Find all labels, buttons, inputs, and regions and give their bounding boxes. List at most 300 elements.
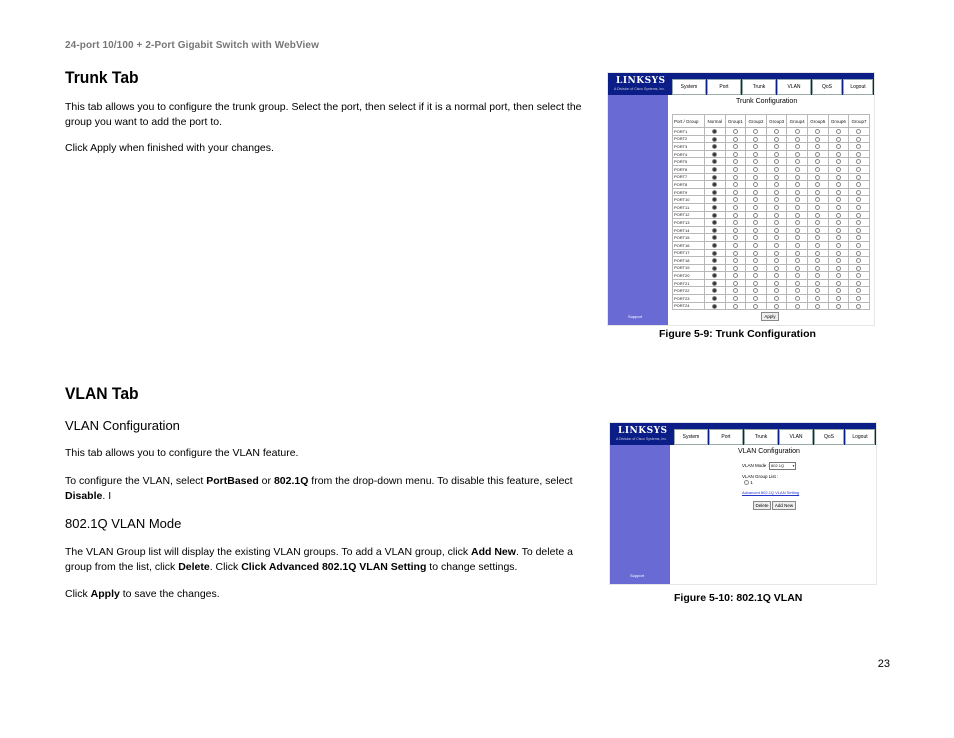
vlan-paragraph-2: To configure the VLAN, select PortBased or 802.1Q from the drop-down menu. To disable this feature, select Disable. I (65, 475, 573, 502)
group-radio[interactable] (815, 281, 820, 286)
radio-cell (725, 257, 746, 265)
radio-cell (807, 295, 828, 303)
group-radio[interactable] (795, 213, 800, 218)
group-radio[interactable] (836, 220, 841, 225)
group-radio[interactable] (856, 213, 861, 218)
port-label: PORT18 (673, 257, 705, 265)
figure-5-9-caption: Figure 5-9: Trunk Configuration (659, 328, 816, 340)
port-label: PORT14 (673, 226, 705, 234)
radio-cell (787, 295, 808, 303)
group-radio[interactable] (836, 152, 841, 157)
radio-cell (787, 249, 808, 257)
group-radio[interactable] (712, 152, 717, 157)
radio-cell (705, 302, 726, 310)
radio-cell (849, 272, 870, 280)
group-radio[interactable] (815, 251, 820, 256)
group-radio[interactable] (856, 251, 861, 256)
group-radio[interactable] (856, 190, 861, 195)
figure-5-10-caption: Figure 5-10: 802.1Q VLAN (674, 592, 803, 604)
vlan-group-item[interactable]: 1 (744, 480, 753, 485)
table-row (673, 219, 870, 227)
group-radio[interactable] (733, 273, 738, 278)
group-radio[interactable] (712, 175, 717, 180)
tab-qos[interactable]: QoS (812, 79, 842, 95)
group-radio[interactable] (795, 235, 800, 240)
group-radio[interactable] (712, 273, 717, 278)
radio-cell (766, 249, 787, 257)
port-label: PORT3 (673, 143, 705, 151)
group-radio[interactable] (774, 167, 779, 172)
group-radio[interactable] (795, 159, 800, 164)
group-radio[interactable] (815, 258, 820, 263)
tab-port[interactable]: Port (709, 429, 743, 445)
radio-cell (746, 196, 767, 204)
radio-cell (787, 203, 808, 211)
group-radio[interactable] (815, 235, 820, 240)
radio-cell (766, 165, 787, 173)
group-radio[interactable] (753, 220, 758, 225)
radio-cell (849, 181, 870, 189)
table-row (673, 241, 870, 249)
group-radio[interactable] (774, 152, 779, 157)
group-radio[interactable] (774, 205, 779, 210)
radio-cell (705, 211, 726, 219)
linksys-logo (610, 423, 672, 445)
tab-qos[interactable]: QoS (814, 429, 844, 445)
radio-cell (766, 181, 787, 189)
group-radio[interactable] (753, 213, 758, 218)
group-radio[interactable] (856, 144, 861, 149)
vlan-group-radio[interactable] (744, 480, 749, 485)
group-radio[interactable] (856, 175, 861, 180)
group-radio[interactable] (836, 235, 841, 240)
group-radio[interactable] (733, 304, 738, 309)
radio-cell (807, 211, 828, 219)
group-radio[interactable] (856, 281, 861, 286)
radio-cell (746, 128, 767, 136)
group-radio[interactable] (836, 129, 841, 134)
port-label: PORT16 (673, 241, 705, 249)
group-radio[interactable] (836, 167, 841, 172)
group-radio[interactable] (795, 228, 800, 233)
group-radio[interactable] (733, 235, 738, 240)
group-radio[interactable] (836, 258, 841, 263)
group-radio[interactable] (815, 288, 820, 293)
radio-cell (705, 203, 726, 211)
group-radio[interactable] (774, 258, 779, 263)
group-radio[interactable] (815, 304, 820, 309)
group-radio[interactable] (774, 175, 779, 180)
group-radio[interactable] (815, 129, 820, 134)
radio-cell (849, 279, 870, 287)
radio-cell (849, 249, 870, 257)
group-radio[interactable] (774, 213, 779, 218)
radio-cell (766, 143, 787, 151)
radio-cell (807, 135, 828, 143)
group-radio[interactable] (733, 182, 738, 187)
group-radio[interactable] (753, 296, 758, 301)
radio-cell (725, 181, 746, 189)
radio-cell (807, 257, 828, 265)
group-radio[interactable] (856, 258, 861, 263)
radio-cell (705, 234, 726, 242)
group-radio[interactable] (795, 258, 800, 263)
group-radio[interactable] (856, 205, 861, 210)
radio-cell (746, 173, 767, 181)
group-radio[interactable] (815, 273, 820, 278)
radio-cell (766, 257, 787, 265)
group-radio[interactable] (815, 205, 820, 210)
group-radio[interactable] (836, 137, 841, 142)
tab-vlan[interactable]: VLAN (777, 79, 811, 95)
tab-system[interactable]: System (674, 429, 708, 445)
group-radio[interactable] (733, 288, 738, 293)
group-radio[interactable] (753, 288, 758, 293)
group-radio[interactable] (836, 251, 841, 256)
radio-cell (746, 226, 767, 234)
vlan-config-title: VLAN Configuration (738, 448, 800, 455)
group-radio[interactable] (836, 175, 841, 180)
vlan-paragraph-3: The VLAN Group list will display the existing VLAN groups. To add a VLAN group, click Add New. To delete a group from the list, click Delete. Click Click Advanced 802.1Q VLAN Setting to change settings. (65, 546, 573, 573)
group-radio[interactable] (733, 266, 738, 271)
group-radio[interactable] (712, 266, 717, 271)
group-radio[interactable] (733, 228, 738, 233)
tab-port[interactable]: Port (707, 79, 741, 95)
group-radio[interactable] (774, 235, 779, 240)
group-radio[interactable] (856, 129, 861, 134)
group-radio[interactable] (712, 137, 717, 142)
tab-logout[interactable]: Logout (845, 429, 875, 445)
group-radio[interactable] (815, 167, 820, 172)
group-radio[interactable] (712, 190, 717, 195)
group-radio[interactable] (712, 167, 717, 172)
group-radio[interactable] (836, 190, 841, 195)
group-radio[interactable] (733, 281, 738, 286)
group-radio[interactable] (753, 251, 758, 256)
vlan-paragraph-1: This tab allows you to configure the VLAN feature. (65, 447, 299, 459)
radio-cell (746, 249, 767, 257)
group-radio[interactable] (774, 251, 779, 256)
group-radio[interactable] (774, 197, 779, 202)
radio-cell (766, 188, 787, 196)
port-label: PORT23 (673, 295, 705, 303)
group-radio[interactable] (856, 304, 861, 309)
group-radio[interactable] (753, 228, 758, 233)
group-radio[interactable] (733, 137, 738, 142)
group-radio[interactable] (753, 159, 758, 164)
group-radio[interactable] (712, 235, 717, 240)
group-radio[interactable] (815, 296, 820, 301)
group-radio[interactable] (733, 175, 738, 180)
table-row (673, 173, 870, 181)
radio-cell (849, 165, 870, 173)
group-radio[interactable] (836, 288, 841, 293)
group-radio[interactable] (815, 159, 820, 164)
group-radio[interactable] (795, 129, 800, 134)
group-radio[interactable] (856, 235, 861, 240)
radio-cell (828, 158, 849, 166)
group-radio[interactable] (733, 129, 738, 134)
group-radio[interactable] (795, 266, 800, 271)
group-radio[interactable] (712, 288, 717, 293)
radio-cell (766, 211, 787, 219)
group-radio[interactable] (753, 235, 758, 240)
group-radio[interactable] (795, 144, 800, 149)
group-radio[interactable] (733, 296, 738, 301)
group-radio[interactable] (795, 182, 800, 187)
trunk-column-header: Group5 (807, 115, 828, 128)
group-radio[interactable] (712, 159, 717, 164)
radio-cell (787, 143, 808, 151)
port-label: PORT24 (673, 302, 705, 310)
group-radio[interactable] (815, 190, 820, 195)
group-radio[interactable] (856, 296, 861, 301)
group-radio[interactable] (836, 273, 841, 278)
group-radio[interactable] (795, 220, 800, 225)
group-radio[interactable] (856, 137, 861, 142)
port-label: PORT9 (673, 188, 705, 196)
group-radio[interactable] (712, 296, 717, 301)
group-radio[interactable] (856, 182, 861, 187)
group-radio[interactable] (774, 137, 779, 142)
group-radio[interactable] (815, 228, 820, 233)
advanced-8021q-link[interactable]: Advanced 802.1Q VLAN Setting (742, 490, 800, 495)
group-radio[interactable] (836, 304, 841, 309)
table-row (673, 226, 870, 234)
group-radio[interactable] (774, 243, 779, 248)
group-radio[interactable] (856, 159, 861, 164)
vlan-configuration-subheading: VLAN Configuration (65, 418, 180, 433)
radio-cell (849, 128, 870, 136)
delete-button[interactable]: Delete (753, 501, 771, 510)
group-radio[interactable] (836, 296, 841, 301)
group-radio[interactable] (856, 228, 861, 233)
group-radio[interactable] (795, 296, 800, 301)
group-radio[interactable] (733, 144, 738, 149)
group-radio[interactable] (774, 159, 779, 164)
add-new-button[interactable]: Add New (772, 501, 796, 510)
apply-button[interactable]: Apply (761, 312, 779, 321)
group-radio[interactable] (753, 175, 758, 180)
group-radio[interactable] (836, 144, 841, 149)
group-radio[interactable] (733, 190, 738, 195)
group-radio[interactable] (836, 281, 841, 286)
radio-cell (849, 150, 870, 158)
group-radio[interactable] (774, 288, 779, 293)
radio-cell (828, 203, 849, 211)
group-radio[interactable] (836, 205, 841, 210)
radio-cell (725, 143, 746, 151)
radio-cell (787, 264, 808, 272)
group-radio[interactable] (795, 205, 800, 210)
group-radio[interactable] (753, 129, 758, 134)
group-radio[interactable] (815, 243, 820, 248)
tab-trunk[interactable]: Trunk (744, 429, 778, 445)
group-radio[interactable] (753, 197, 758, 202)
radio-cell (705, 135, 726, 143)
radio-cell (807, 234, 828, 242)
group-radio[interactable] (753, 304, 758, 309)
radio-cell (787, 173, 808, 181)
radio-cell (746, 143, 767, 151)
group-radio[interactable] (712, 258, 717, 263)
group-radio[interactable] (836, 182, 841, 187)
group-radio[interactable] (774, 266, 779, 271)
vlan-mode-select[interactable]: 802.1Q ▼ (771, 463, 795, 468)
group-radio[interactable] (856, 273, 861, 278)
group-radio[interactable] (856, 197, 861, 202)
group-radio[interactable] (733, 197, 738, 202)
radio-cell (766, 150, 787, 158)
group-radio[interactable] (815, 197, 820, 202)
group-radio[interactable] (836, 213, 841, 218)
port-label: PORT8 (673, 181, 705, 189)
group-radio[interactable] (733, 258, 738, 263)
group-radio[interactable] (774, 220, 779, 225)
table-row (673, 295, 870, 303)
radio-cell (746, 272, 767, 280)
radio-cell (807, 150, 828, 158)
radio-cell (828, 128, 849, 136)
radio-cell (787, 128, 808, 136)
radio-cell (725, 241, 746, 249)
group-radio[interactable] (733, 213, 738, 218)
group-radio[interactable] (795, 152, 800, 157)
radio-cell (705, 143, 726, 151)
group-radio[interactable] (712, 281, 717, 286)
port-label: PORT15 (673, 234, 705, 242)
group-radio[interactable] (733, 205, 738, 210)
group-radio[interactable] (836, 243, 841, 248)
group-radio[interactable] (712, 304, 717, 309)
group-radio[interactable] (795, 281, 800, 286)
group-radio[interactable] (815, 144, 820, 149)
group-radio[interactable] (795, 190, 800, 195)
group-radio[interactable] (774, 228, 779, 233)
group-radio[interactable] (712, 251, 717, 256)
group-radio[interactable] (795, 197, 800, 202)
radio-cell (705, 181, 726, 189)
group-radio[interactable] (712, 243, 717, 248)
group-radio[interactable] (753, 167, 758, 172)
group-radio[interactable] (712, 213, 717, 218)
group-radio[interactable] (733, 167, 738, 172)
group-radio[interactable] (795, 243, 800, 248)
radio-cell (849, 188, 870, 196)
group-radio[interactable] (795, 167, 800, 172)
radio-cell (828, 173, 849, 181)
group-radio[interactable] (815, 182, 820, 187)
group-radio[interactable] (836, 266, 841, 271)
group-radio[interactable] (795, 288, 800, 293)
group-radio[interactable] (753, 258, 758, 263)
group-radio[interactable] (774, 144, 779, 149)
group-radio[interactable] (753, 205, 758, 210)
radio-cell (766, 272, 787, 280)
group-radio[interactable] (856, 220, 861, 225)
group-radio[interactable] (753, 190, 758, 195)
group-radio[interactable] (712, 205, 717, 210)
group-radio[interactable] (753, 182, 758, 187)
group-radio[interactable] (795, 137, 800, 142)
tab-logout[interactable]: Logout (843, 79, 873, 95)
tab-system[interactable]: System (672, 79, 706, 95)
table-row (673, 272, 870, 280)
group-radio[interactable] (753, 243, 758, 248)
group-radio[interactable] (856, 152, 861, 157)
group-radio[interactable] (733, 159, 738, 164)
radio-cell (725, 135, 746, 143)
tab-trunk[interactable]: Trunk (742, 79, 776, 95)
vlan-configuration-screenshot (609, 422, 877, 585)
group-radio[interactable] (856, 288, 861, 293)
group-radio[interactable] (815, 266, 820, 271)
port-label: PORT6 (673, 165, 705, 173)
radio-cell (828, 272, 849, 280)
group-radio[interactable] (836, 228, 841, 233)
group-radio[interactable] (712, 228, 717, 233)
group-radio[interactable] (753, 273, 758, 278)
group-radio[interactable] (815, 175, 820, 180)
group-radio[interactable] (815, 220, 820, 225)
group-radio[interactable] (795, 251, 800, 256)
radio-cell (807, 241, 828, 249)
group-radio[interactable] (733, 152, 738, 157)
group-radio[interactable] (774, 281, 779, 286)
radio-cell (766, 264, 787, 272)
group-radio[interactable] (856, 266, 861, 271)
group-radio[interactable] (815, 137, 820, 142)
group-radio[interactable] (774, 190, 779, 195)
group-radio[interactable] (856, 167, 861, 172)
trunk-tab-heading: Trunk Tab (65, 68, 139, 87)
group-radio[interactable] (733, 243, 738, 248)
group-radio[interactable] (753, 266, 758, 271)
group-radio[interactable] (815, 213, 820, 218)
group-radio[interactable] (774, 296, 779, 301)
group-radio[interactable] (795, 175, 800, 180)
group-radio[interactable] (712, 129, 717, 134)
tab-vlan[interactable]: VLAN (779, 429, 813, 445)
group-radio[interactable] (795, 273, 800, 278)
group-radio[interactable] (774, 304, 779, 309)
group-radio[interactable] (815, 152, 820, 157)
group-radio[interactable] (712, 197, 717, 202)
group-radio[interactable] (856, 243, 861, 248)
group-radio[interactable] (712, 220, 717, 225)
group-radio[interactable] (774, 129, 779, 134)
group-radio[interactable] (774, 273, 779, 278)
group-radio[interactable] (733, 220, 738, 225)
radio-cell (705, 287, 726, 295)
port-label: PORT19 (673, 264, 705, 272)
group-radio[interactable] (753, 152, 758, 157)
group-radio[interactable] (836, 159, 841, 164)
radio-cell (849, 143, 870, 151)
radio-cell (746, 181, 767, 189)
group-radio[interactable] (795, 304, 800, 309)
group-radio[interactable] (712, 182, 717, 187)
radio-cell (705, 272, 726, 280)
group-radio[interactable] (774, 182, 779, 187)
group-radio[interactable] (712, 144, 717, 149)
radio-cell (725, 128, 746, 136)
group-radio[interactable] (753, 281, 758, 286)
group-radio[interactable] (733, 251, 738, 256)
group-radio[interactable] (836, 197, 841, 202)
group-radio[interactable] (753, 144, 758, 149)
group-radio[interactable] (753, 137, 758, 142)
